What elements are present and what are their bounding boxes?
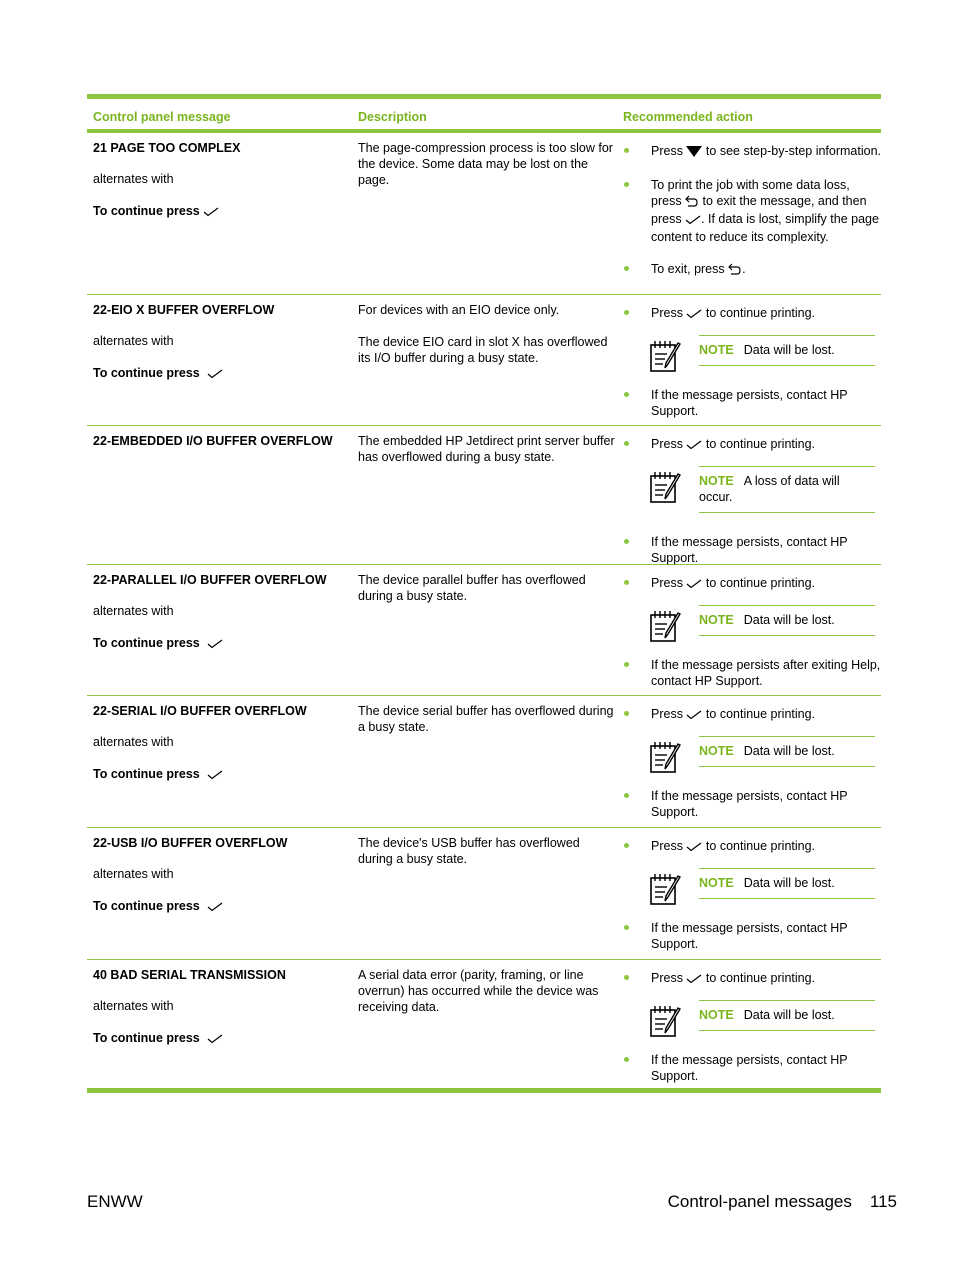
continue-label: To continue press: [93, 1031, 200, 1045]
continue-label: To continue press: [93, 899, 200, 913]
bullet-text: To print the job with some data loss, press: [651, 178, 850, 208]
control-panel-messages-table: [87, 94, 881, 1093]
bullet-dot: [624, 310, 629, 315]
alternates-text: alternates with: [93, 604, 174, 618]
action-bullet: [623, 788, 881, 820]
bullet-text: to see step-by-step information.: [705, 144, 882, 158]
bullet-text: Press: [651, 144, 683, 158]
bullet-dot: [624, 580, 629, 585]
alternates-text: alternates with: [93, 999, 174, 1013]
action-cell: [623, 140, 881, 279]
action-bullet: [623, 261, 881, 279]
table-row: [87, 295, 881, 426]
bullet-text: Press: [651, 437, 683, 451]
bullet-text: To exit, press: [651, 262, 725, 276]
bullet-text: If the message persists, contact HP Support.: [651, 1053, 848, 1083]
bullet-dot: [624, 539, 629, 544]
note-pencil-icon: [649, 470, 683, 508]
action-bullet: [623, 143, 881, 161]
checkmark-icon: [686, 972, 702, 988]
note-pencil-icon: [649, 740, 683, 778]
alternates-text: alternates with: [93, 735, 174, 749]
bullet-dot: [624, 975, 629, 980]
bullet-text: If the message persists, contact HP Support.: [651, 789, 848, 819]
continue-label: To continue press: [93, 366, 200, 380]
down-arrow-icon: [686, 145, 702, 161]
bullet-text: to continue printing.: [705, 839, 816, 853]
action-cell: [623, 572, 881, 689]
bullet-text: to continue printing.: [705, 437, 816, 451]
description-cell: [358, 572, 616, 620]
action-bullet: [623, 534, 881, 566]
table-row: [87, 426, 881, 565]
note-label: NOTE: [699, 876, 734, 890]
bullet-text: to continue printing.: [705, 707, 816, 721]
bullet-text: . If data is lost, simplify the page content to reduce its complexity.: [651, 212, 879, 244]
alternates-text: alternates with: [93, 334, 174, 348]
description-text: The embedded HP Jetdirect print server buffer has overflowed during a busy state.: [358, 434, 615, 464]
column-header-action: Recommended action: [623, 110, 753, 124]
action-cell: [623, 835, 881, 952]
action-bullet: [623, 706, 881, 724]
action-bullet: [623, 970, 881, 988]
footer-right: [668, 1192, 897, 1212]
note-box: [699, 466, 875, 513]
bullet-text: Press: [651, 839, 683, 853]
description-text: The device EIO card in slot X has overflowed its I/O buffer during a busy state.: [358, 335, 608, 365]
checkmark-icon: [686, 307, 702, 323]
bullet-dot: [624, 843, 629, 848]
description-cell: [358, 967, 616, 1031]
continue-label: To continue press: [93, 636, 200, 650]
bullet-dot: [624, 793, 629, 798]
bullet-dot: [624, 662, 629, 667]
note-pencil-icon: [649, 1004, 683, 1042]
back-arrow-icon: [685, 195, 699, 211]
action-bullet: [623, 920, 881, 952]
action-bullet: [623, 1052, 881, 1084]
table-header: [87, 99, 881, 129]
note-text: Data will be lost.: [743, 343, 835, 357]
bullet-text: Press: [651, 576, 683, 590]
description-text: A serial data error (parity, framing, or line overrun) has occurred while the device was receiving data.: [358, 968, 599, 1014]
message-cell: [93, 967, 348, 1048]
description-cell: [358, 835, 616, 883]
note-label: NOTE: [699, 1008, 734, 1022]
table-row: [87, 696, 881, 828]
message-cell: [93, 572, 348, 653]
footer-section-title: Control-panel messages: [667, 1192, 852, 1211]
checkmark-icon: [203, 205, 219, 221]
action-cell: [623, 703, 881, 820]
checkmark-icon: [686, 438, 702, 454]
table-row: [87, 565, 881, 696]
bullet-text: to continue printing.: [705, 971, 816, 985]
message-cell: [93, 140, 348, 221]
message-title: 22-PARALLEL I/O BUFFER OVERFLOW: [93, 573, 327, 587]
note-box: [699, 868, 875, 899]
action-bullet: [623, 657, 881, 689]
table-row: [87, 828, 881, 960]
description-text: The device's USB buffer has overflowed during a busy state.: [358, 836, 580, 866]
bullet-dot: [624, 925, 629, 930]
note-box: [699, 1000, 875, 1031]
bullet-dot: [624, 182, 629, 187]
message-title: 22-USB I/O BUFFER OVERFLOW: [93, 836, 288, 850]
note-label: NOTE: [699, 744, 734, 758]
bullet-text: Press: [651, 306, 683, 320]
continue-instruction: [93, 203, 348, 221]
bullet-text: If the message persists, contact HP Support.: [651, 535, 848, 565]
note-text: A loss of data will occur.: [699, 474, 840, 504]
checkmark-icon: [207, 1032, 223, 1048]
message-cell: [93, 433, 348, 449]
note-box: [699, 335, 875, 366]
column-header-message: Control panel message: [93, 110, 231, 124]
bullet-text: If the message persists, contact HP Support.: [651, 388, 848, 418]
description-cell: [358, 703, 616, 751]
continue-instruction: [93, 898, 348, 916]
note-text: Data will be lost.: [743, 744, 835, 758]
table-row: [87, 133, 881, 295]
bullet-text: to continue printing.: [705, 576, 816, 590]
message-title: 40 BAD SERIAL TRANSMISSION: [93, 968, 286, 982]
message-title: 22-EIO X BUFFER OVERFLOW: [93, 303, 275, 317]
action-bullet: [623, 436, 881, 454]
action-bullet: [623, 575, 881, 593]
message-cell: [93, 302, 348, 383]
page-number: 115: [869, 1192, 897, 1211]
description-cell: [358, 433, 616, 481]
back-arrow-icon: [728, 263, 742, 279]
checkmark-icon: [207, 367, 223, 383]
bullet-dot: [624, 392, 629, 397]
continue-instruction: [93, 766, 348, 784]
checkmark-icon: [686, 708, 702, 724]
continue-instruction: [93, 635, 348, 653]
note-box: [699, 605, 875, 636]
column-header-description: Description: [358, 110, 427, 124]
description-text: The device parallel buffer has overflowed during a busy state.: [358, 573, 586, 603]
action-bullet: [623, 387, 881, 419]
note-text: Data will be lost.: [743, 613, 835, 627]
action-bullet: [623, 838, 881, 856]
table-row: [87, 960, 881, 1088]
bullet-dot: [624, 711, 629, 716]
action-bullet: [623, 177, 881, 245]
note-text: Data will be lost.: [743, 876, 835, 890]
note-pencil-icon: [649, 609, 683, 647]
note-label: NOTE: [699, 343, 734, 357]
continue-label: To continue press: [93, 204, 200, 218]
footer-left: ENWW: [87, 1192, 143, 1211]
bullet-dot: [624, 266, 629, 271]
bullet-text: If the message persists after exiting Help, contact HP Support.: [651, 658, 881, 688]
message-cell: [93, 703, 348, 784]
note-label: NOTE: [699, 474, 734, 488]
action-cell: [623, 433, 881, 566]
continue-instruction: [93, 365, 348, 383]
bullet-text: .: [742, 262, 746, 276]
note-text: Data will be lost.: [743, 1008, 835, 1022]
description-cell: [358, 140, 616, 204]
checkmark-icon: [207, 900, 223, 916]
continue-label: To continue press: [93, 767, 200, 781]
action-cell: [623, 967, 881, 1084]
table-bottom-rule: [87, 1088, 881, 1093]
bullet-text: to continue printing.: [705, 306, 816, 320]
action-bullet: [623, 305, 881, 323]
note-pencil-icon: [649, 872, 683, 910]
message-cell: [93, 835, 348, 916]
alternates-text: alternates with: [93, 867, 174, 881]
bullet-dot: [624, 148, 629, 153]
checkmark-icon: [207, 768, 223, 784]
description-text: The device serial buffer has overflowed during a busy state.: [358, 704, 614, 734]
bullet-dot: [624, 441, 629, 446]
bullet-text: If the message persists, contact HP Support.: [651, 921, 848, 951]
description-text: The page-compression process is too slow for the device. Some data may be lost on the page.: [358, 141, 613, 187]
checkmark-icon: [686, 577, 702, 593]
message-title: 21 PAGE TOO COMPLEX: [93, 141, 241, 155]
checkmark-icon: [686, 840, 702, 856]
note-pencil-icon: [649, 339, 683, 377]
bullet-text: Press: [651, 971, 683, 985]
bullet-text: to exit the message, and then press: [651, 194, 867, 226]
description-text: For devices with an EIO device only.: [358, 303, 560, 317]
alternates-text: alternates with: [93, 172, 174, 186]
checkmark-icon: [207, 637, 223, 653]
note-label: NOTE: [699, 613, 734, 627]
message-title: 22-SERIAL I/O BUFFER OVERFLOW: [93, 704, 307, 718]
description-cell: [358, 302, 616, 382]
action-cell: [623, 302, 881, 419]
continue-instruction: [93, 1030, 348, 1048]
note-box: [699, 736, 875, 767]
checkmark-icon: [685, 213, 701, 229]
bullet-dot: [624, 1057, 629, 1062]
bullet-text: Press: [651, 707, 683, 721]
message-title: 22-EMBEDDED I/O BUFFER OVERFLOW: [93, 434, 333, 448]
